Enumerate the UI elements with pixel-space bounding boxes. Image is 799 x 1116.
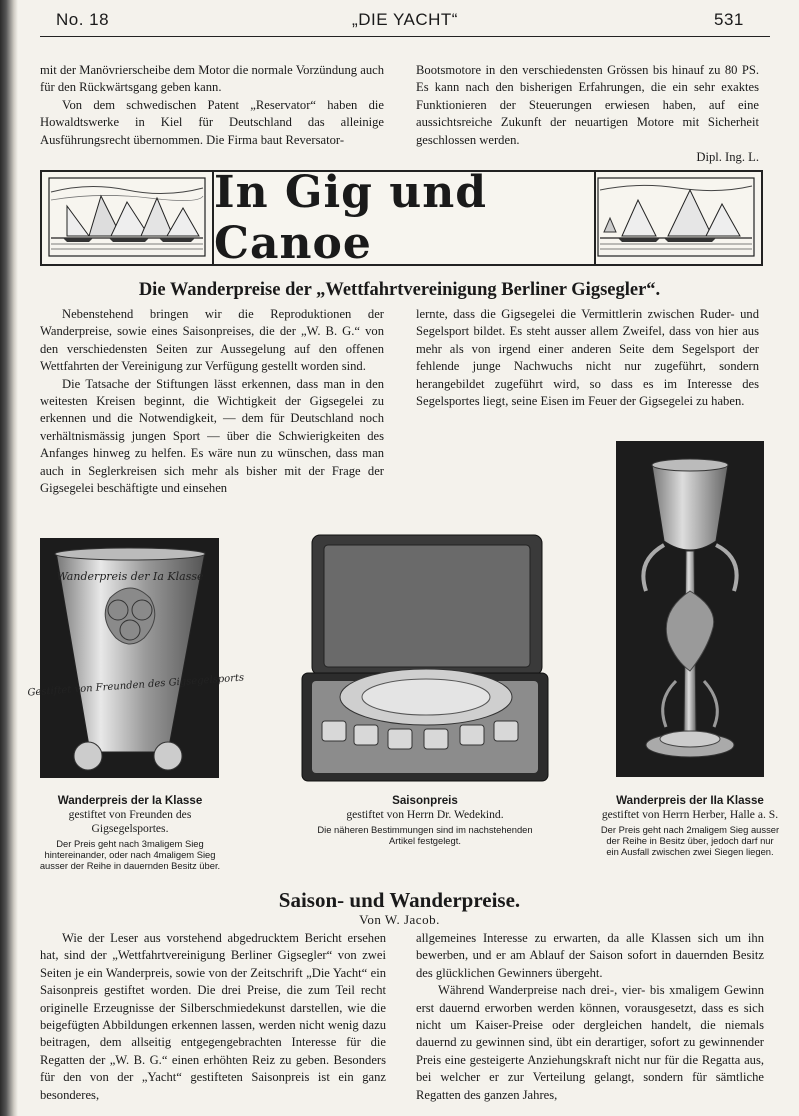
article-right-column (416, 306, 759, 410)
trophy-photo-iia-klasse (616, 441, 764, 777)
caption-title: Wanderpreis der Ia Klasse (57, 794, 203, 807)
case-with-plate-image (298, 525, 552, 785)
article-left-column (40, 306, 384, 497)
top-article-left-column (40, 62, 384, 149)
header-rule (40, 36, 770, 37)
sailboats-illustration-right (598, 178, 754, 256)
goblet-trophy-image (616, 441, 764, 777)
article2-paragraph: Während Wanderpreise nach drei-, vier- bis xmaligem Gewinn erst dauernd erworben werden können, vorausgesetzt, dass es sich nicht um Kaiser-Preise oder dergleichen handelt, die niemals dauernd zu gewinnen sind, übt ein derartiger, sofort zu gewinnender Preis eine gesteigerte Anziehungskraft nicht nur für die Regatta aus, bei welcher er zur Verteilung gelangt, sondern für sämtliche Regatten des ganzen Jahres, (416, 983, 764, 1102)
article2-right-column (416, 930, 764, 1104)
caption-note: Der Preis geht nach 3maligem Sieg hintereinander, oder nach 4maligem Sieg ausser der Reihe in dauernden Besitz über. (39, 838, 221, 871)
article-paragraph: Die Tatsache der Stiftungen lässt erkennen, dass man in den weitesten Kreisen beginnt, die Wichtigkeit der Gigsegelei zu erkennen und die Notwendigkeit, — dem für Deutschland noch verhältnismässig jungen Sport — über die Schwierigkeiten des Anfanges hinweg zu helfen. Es wäre nun zu wünschen, dass man auch in Seglerkreisen sich mehr als bisher mit der Frage der Gigsegelei beschäftigte und einsehen (40, 376, 384, 496)
top-article-signature: Dipl. Ing. L. (696, 150, 759, 165)
vase-engraving-bottom: Gestiftet von Freunden des Gigsegelsports (27, 672, 245, 699)
caption-title: Saisonpreis (392, 794, 458, 807)
article2-paragraph: allgemeines Interesse zu erwarten, da alle Klassen sich um ihn bewerben, und er am Ablauf der Saison sofort in dauernden Besitz des glücklichen Gewinners übergeht. (416, 931, 764, 980)
caption-note: Die näheren Bestimmungen sind im nachstehenden Artikel festgelegt. (317, 824, 533, 846)
issue-number: No. 18 (56, 10, 110, 29)
caption-ia-klasse (30, 794, 230, 871)
top-article-paragraph: Bootsmotore in den verschiedensten Grössen bis hinauf zu 80 PS. Es kann nach den bisherigen Erfahrungen, die ein sehr exaktes Funktionieren der Steuerungen erwiesen haben, auf eine aussichtsreiche Zukunft der neuartigen Motore mit Sicherheit geschlossen werden. Dipl. Ing. L. (416, 62, 759, 166)
caption-iia-klasse (600, 794, 780, 857)
article2-left-column (40, 930, 386, 1104)
article-headline: Die Wanderpreise der „Wettfahrtvereinigung Berliner Gigsegler“. (138, 280, 661, 300)
section-banner (40, 167, 763, 269)
page-binding-edge (0, 0, 18, 1116)
top-article-right-column (416, 62, 759, 166)
article2-byline: Von W. Jacob. (359, 912, 440, 927)
top-article-paragraph: Von dem schwedischen Patent „Reservator“ haben die Howaldtswerke in Kiel für Deutschland das alleinige Ausführungsrecht übernommen. Die Firma baut Reversator- (40, 97, 384, 147)
sailboats-illustration-left (49, 178, 205, 256)
caption-donor: gestiftet von Herrn Herber, Halle a. S. (601, 808, 779, 821)
caption-title: Wanderpreis der IIa Klasse (616, 794, 764, 807)
section-title: In Gig und Canoe (212, 172, 596, 264)
vase-engraving-top: Wanderpreis der Ia Klasse (56, 570, 204, 583)
article-paragraph: lernte, dass die Gigsegelei die Vermittlerin zwischen Ruder- und Segelsport bildet. Es steht ausser allem Zweifel, dass von hier aus mehr als von irgend einer anderen Seite dem Segelsport der fehlende junge Nachwuchs nicht nur zugeführt, sondern herangebildet zugeführt wird, so dass es im Interesse des Segelsportes liegt, seine Eisen im Feuer der Gigsegelei zu haben. (416, 307, 759, 409)
article2-headline: Saison- und Wanderpreise. (278, 888, 521, 912)
article-paragraph: Nebenstehend bringen wir die Reproduktionen der Wanderpreise, sowie eines Saisonpreises, die der „W. B. G.“ von den verschiedensten Seiten zur Aussegelung auf den offenen Wettfahrten der Vereinigung zur Verfügung gestellt worden sind. (40, 307, 384, 374)
article2-paragraph: Wie der Leser aus vorstehend abgedrucktem Bericht ersehen hat, sind der „Wettfahrtvereinigung Berliner Gigsegler“ von zwei Seiten je ein Wanderpreis, sowie von der Zeitschrift „Die Yacht“ ein Saisonpreis gestiftet worden. Die drei Preise, die zum Teil recht originelle Erzeugnisse der Silberschmiedekunst darstellen, wie die beigefügten Abbildungen erkennen lassen, werden nicht wenig dazu beitragen, dem allseitig entgegengebrachten Interesse für die Regatten der „W. B. G.“ einen erhöhten Reiz zu geben. Besonders für den von der „Yacht“ gestifteten Saisonpreis ist ein ganz besonderes, (40, 931, 386, 1102)
caption-donor: gestiftet von Herrn Dr. Wedekind. (346, 808, 504, 821)
top-article-paragraph: mit der Manövrierscheibe dem Motor die normale Vorzündung auch für den Rückwärtsgang geben kann. (40, 63, 384, 95)
caption-note: Der Preis geht nach 2maligem Sieg ausser der Reihe in Besitz über, jedoch darf nur ein Ausfall zwischen zwei Siegen liegen. (600, 824, 780, 857)
trophy-photo-saisonpreis (298, 525, 552, 785)
trophy-photo-ia-klasse (27, 538, 245, 778)
trophy-vase-image (27, 538, 245, 778)
journal-title: „DIE YACHT“ (352, 10, 458, 29)
page-number: 531 (714, 10, 744, 29)
caption-saisonpreis (300, 794, 550, 846)
caption-donor: gestiftet von Freunden des Gigsegelsportes. (68, 808, 192, 835)
